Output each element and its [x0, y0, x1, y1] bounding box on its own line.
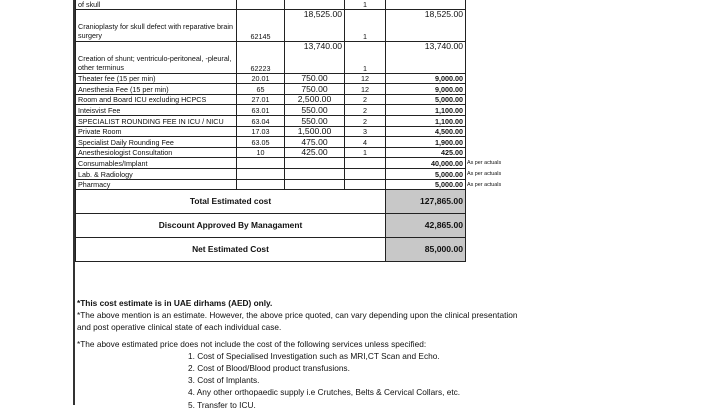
table-row [76, 179, 466, 190]
unit-price: 2,500.00 [285, 94, 345, 105]
estimate-note-line2: and post operative clinical state of each individual case. [77, 322, 282, 333]
quantity: 3 [345, 126, 386, 137]
unit-price: 750.00 [285, 73, 345, 84]
item-code: 65 [237, 84, 285, 95]
unit-price: 18,525.00 [285, 9, 345, 41]
quantity: 2 [345, 105, 386, 116]
exclusions-intro: *The above estimated price does not include the cost of the following services unless specified: [77, 338, 427, 349]
line-total: 18,525.00 [386, 9, 466, 41]
line-total [386, 158, 502, 169]
unit-price: 750.00 [285, 84, 345, 95]
item-code [237, 0, 285, 9]
quantity: 1 [345, 41, 386, 73]
quantity: 2 [345, 94, 386, 105]
quantity [345, 168, 386, 179]
net-value: 85,000.00 [386, 238, 466, 262]
line-total: 9,000.00 [386, 84, 466, 95]
item-description: Pharmacy [76, 179, 237, 190]
item-description: Specialist Daily Rounding Fee [76, 137, 237, 148]
item-code [237, 158, 285, 169]
item-description: Creation of shunt; ventriculo-peritoneal, -pleural, other terminus [76, 41, 237, 73]
table-row [76, 41, 466, 73]
unit-price: 550.00 [285, 105, 345, 116]
line-total: 1,100.00 [386, 115, 466, 126]
line-total: 1,100.00 [386, 105, 466, 116]
net-label: Net Estimated Cost [76, 238, 386, 262]
line-total: 1,900.00 [386, 137, 466, 148]
notes-section [77, 297, 557, 411]
unit-price [285, 179, 345, 190]
table-row [76, 73, 466, 84]
unit-price: 13,740.00 [285, 41, 345, 73]
item-description: Lab. & Radiology [76, 168, 237, 179]
quantity: 12 [345, 73, 386, 84]
total-value: 127,865.00 [386, 190, 466, 214]
exclusion-item: 4. Any other orthopaedic supply i.e Crutches, Belts & Cervical Collars, etc. [188, 387, 461, 398]
item-code: 63.05 [237, 137, 285, 148]
table-row [76, 126, 466, 137]
line-total: 4,500.00 [386, 126, 466, 137]
line-total: 5,000.00 [386, 94, 466, 105]
exclusion-item: 3. Cost of Implants. [188, 375, 260, 386]
item-description: Consumables/Implant [76, 158, 237, 169]
item-code [237, 179, 285, 190]
item-description: Cranioplasty for skull defect with reparative brain surgery [76, 9, 237, 41]
exclusions-list [77, 350, 557, 411]
quantity [345, 179, 386, 190]
table-row [76, 115, 466, 126]
as-per-actuals-note: As per actuals [467, 181, 502, 188]
item-code: 62223 [237, 41, 285, 73]
table-row [76, 94, 466, 105]
net-row [76, 238, 466, 262]
item-description: of skull [76, 0, 237, 9]
item-description: Anesthesiologist Consultation [76, 147, 237, 158]
item-description: SPECIALIST ROUNDING FEE IN ICU / NICU [76, 115, 237, 126]
line-total: 13,740.00 [386, 41, 466, 73]
discount-row [76, 214, 466, 238]
discount-value: 42,865.00 [386, 214, 466, 238]
quantity: 12 [345, 84, 386, 95]
line-total [386, 179, 502, 190]
unit-price: 550.00 [285, 115, 345, 126]
table-row [76, 137, 466, 148]
quantity: 1 [345, 9, 386, 41]
total-row [76, 190, 466, 214]
line-total: 9,000.00 [386, 73, 466, 84]
item-code: 17.03 [237, 126, 285, 137]
table-row [76, 105, 466, 116]
unit-price [285, 168, 345, 179]
quantity: 2 [345, 115, 386, 126]
table-row [76, 84, 466, 95]
discount-label: Discount Approved By Managament [76, 214, 386, 238]
line-total-value: 5,000.00 [435, 169, 463, 179]
currency-note: *This cost estimate is in UAE dirhams (AED) only. [77, 298, 273, 308]
item-code: 20.01 [237, 73, 285, 84]
cost-estimate-table [75, 0, 502, 262]
line-total [386, 0, 466, 9]
unit-price [285, 158, 345, 169]
table-row [76, 147, 466, 158]
exclusion-item: 5. Transfer to ICU. [188, 399, 256, 410]
item-code: 27.01 [237, 94, 285, 105]
quantity: 4 [345, 137, 386, 148]
quantity: 1 [345, 147, 386, 158]
table-row [76, 158, 466, 169]
quantity [345, 158, 386, 169]
line-total-value: 40,000.00 [431, 158, 463, 168]
quantity: 1 [345, 0, 386, 9]
item-code: 63.01 [237, 105, 285, 116]
total-label: Total Estimated cost [76, 190, 386, 214]
unit-price [285, 0, 345, 9]
as-per-actuals-note: As per actuals [467, 160, 502, 167]
unit-price: 425.00 [285, 147, 345, 158]
line-total-value: 5,000.00 [435, 180, 463, 190]
item-description: Anesthesia Fee (15 per min) [76, 84, 237, 95]
table-row [76, 9, 466, 41]
table-row [76, 168, 466, 179]
as-per-actuals-note: As per actuals [467, 170, 502, 177]
estimate-note-line1: *The above mention is an estimate. However, the above price quoted, can vary depending upon the clinical presentation [77, 310, 518, 321]
exclusion-item: 2. Cost of Blood/Blood product transfusions. [188, 363, 350, 374]
unit-price: 475.00 [285, 137, 345, 148]
item-code [237, 168, 285, 179]
item-code: 10 [237, 147, 285, 158]
item-description: Room and Board ICU excluding HCPCS [76, 94, 237, 105]
exclusion-item: 1. Cost of Specialised Investigation such as MRI,CT Scan and Echo. [188, 350, 440, 361]
item-code: 63.04 [237, 115, 285, 126]
unit-price: 1,500.00 [285, 126, 345, 137]
line-total [386, 168, 502, 179]
line-total: 425.00 [386, 147, 466, 158]
item-code: 62145 [237, 9, 285, 41]
table-row [76, 0, 466, 9]
item-description: Inteisvist Fee [76, 105, 237, 116]
item-description: Private Room [76, 126, 237, 137]
item-description: Theater fee (15 per min) [76, 73, 237, 84]
